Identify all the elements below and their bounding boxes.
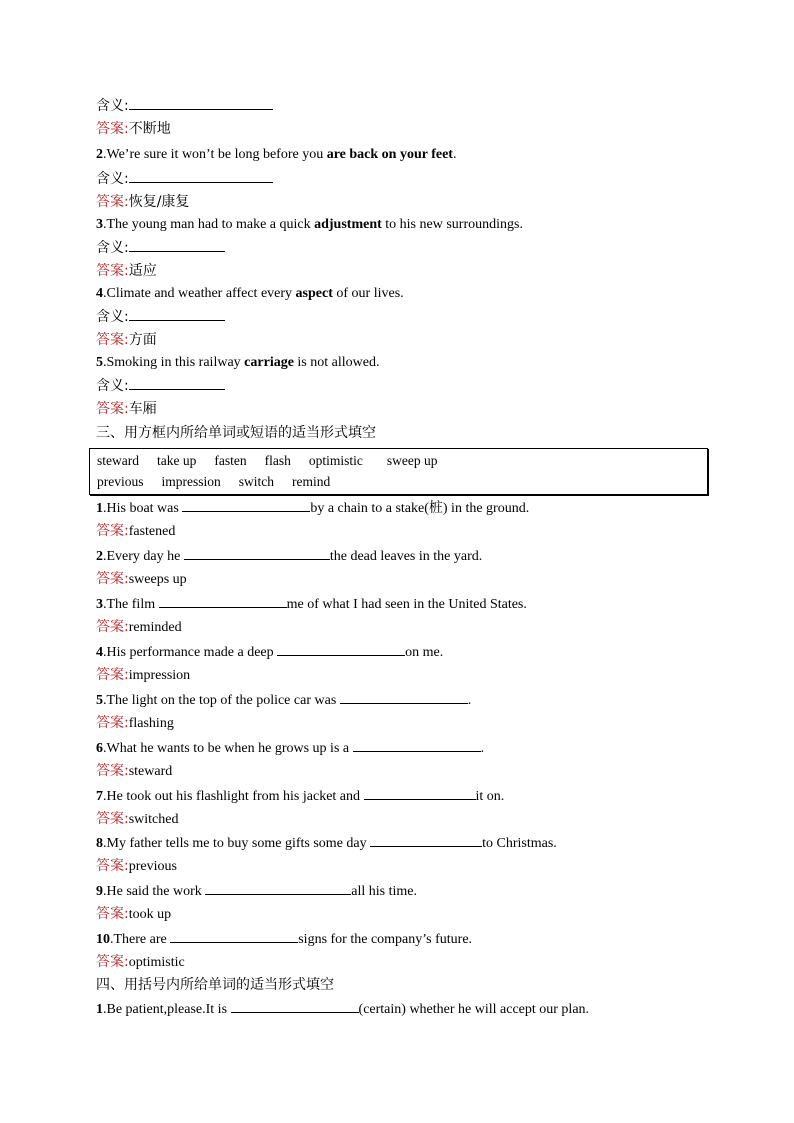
answer-line xyxy=(96,617,182,638)
meaning-line xyxy=(96,168,273,190)
question-number: 3 xyxy=(96,597,103,612)
question-number: 1 xyxy=(96,501,103,516)
section-3-question-7 xyxy=(96,785,504,807)
question-3 xyxy=(96,215,523,235)
answer-blank[interactable] xyxy=(205,880,351,895)
meaning-label: 含义: xyxy=(96,378,129,394)
keyword: aspect xyxy=(295,286,333,301)
answer-blank[interactable] xyxy=(277,641,405,656)
keyword: are back on your feet xyxy=(326,147,453,162)
question-text: me of what I had seen in the United States. xyxy=(286,597,527,612)
answer-line xyxy=(96,569,187,590)
answer-value: sweeps up xyxy=(128,572,187,587)
answer-label: 答案: xyxy=(96,954,129,970)
answer-value: steward xyxy=(128,764,173,779)
question-text: .Smoking in this railway xyxy=(103,355,245,370)
answer-label: 答案: xyxy=(96,263,129,279)
answer-value: impression xyxy=(128,668,191,683)
word-bank-item: switch xyxy=(238,474,274,489)
meaning-label: 含义: xyxy=(96,98,129,114)
answer-blank[interactable] xyxy=(159,593,287,608)
question-text: .The film xyxy=(103,597,159,612)
answer-line xyxy=(96,399,157,420)
answer-line xyxy=(96,261,157,282)
answer-label: 答案: xyxy=(96,906,129,922)
answer-blank[interactable] xyxy=(129,306,225,321)
word-bank-item: previous xyxy=(97,474,144,489)
question-text: it on. xyxy=(475,789,505,804)
answer-value: 不断地 xyxy=(128,121,171,137)
question-text: .The light on the top of the police car was xyxy=(103,693,340,708)
answer-line xyxy=(96,856,177,877)
question-text: .My father tells me to buy some gifts some day xyxy=(103,836,371,851)
answer-value: 恢复/康复 xyxy=(128,194,190,210)
meaning-label: 含义: xyxy=(96,309,129,325)
question-text: signs for the company’s future. xyxy=(298,932,473,947)
section-3-question-2 xyxy=(96,545,482,567)
question-number: 8 xyxy=(96,836,103,851)
answer-blank[interactable] xyxy=(184,545,330,560)
keyword: adjustment xyxy=(314,217,382,232)
question-text: .We’re sure it won’t be long before you xyxy=(103,147,327,162)
word-bank-item: optimistic xyxy=(308,453,363,468)
answer-value: 方面 xyxy=(128,332,157,348)
section-3-question-3 xyxy=(96,593,527,615)
question-number: 7 xyxy=(96,789,103,804)
word-bank-item: steward xyxy=(97,453,139,468)
question-text: .He said the work xyxy=(103,884,206,899)
answer-blank[interactable] xyxy=(370,832,482,847)
answer-label: 答案: xyxy=(96,763,129,779)
question-4 xyxy=(96,284,404,304)
answer-line xyxy=(96,952,185,973)
word-bank-item: sweep up xyxy=(386,453,438,468)
answer-line xyxy=(96,330,157,351)
question-number: 2 xyxy=(96,549,103,564)
answer-value: flashing xyxy=(128,716,174,731)
answer-label: 答案: xyxy=(96,858,129,874)
section-3-question-1 xyxy=(96,497,529,519)
word-bank-box xyxy=(89,448,708,495)
answer-line xyxy=(96,192,189,213)
answer-line xyxy=(96,809,178,830)
answer-line xyxy=(96,521,175,542)
word-bank-item: take up xyxy=(156,453,197,468)
word-bank-item: fasten xyxy=(214,453,247,468)
word-bank-item: remind xyxy=(292,474,331,489)
question-text: . xyxy=(480,741,485,756)
question-text: . xyxy=(467,693,472,708)
answer-label: 答案: xyxy=(96,811,129,827)
question-2 xyxy=(96,145,456,165)
question-number: 3 xyxy=(96,217,103,232)
answer-value: 车厢 xyxy=(128,401,157,417)
question-text: to his new surroundings. xyxy=(381,217,523,232)
meaning-line xyxy=(96,237,225,259)
section-3-question-5 xyxy=(96,689,471,711)
question-number: 2 xyxy=(96,147,103,162)
question-text: of our lives. xyxy=(332,286,404,301)
answer-blank[interactable] xyxy=(182,497,310,512)
answer-blank[interactable] xyxy=(340,689,468,704)
meaning-line xyxy=(96,375,225,397)
answer-label: 答案: xyxy=(96,194,129,210)
answer-blank[interactable] xyxy=(231,998,359,1013)
answer-blank[interactable] xyxy=(129,95,273,110)
answer-line xyxy=(96,713,174,734)
answer-blank[interactable] xyxy=(129,168,273,183)
answer-label: 答案: xyxy=(96,121,129,137)
question-text: .The young man had to make a quick xyxy=(103,217,315,232)
answer-blank[interactable] xyxy=(353,737,481,752)
question-number: 1 xyxy=(96,1002,103,1017)
answer-label: 答案: xyxy=(96,619,129,635)
answer-value: switched xyxy=(128,812,179,827)
answer-label: 答案: xyxy=(96,332,129,348)
answer-blank[interactable] xyxy=(170,928,298,943)
answer-value: 适应 xyxy=(128,263,157,279)
answer-value: previous xyxy=(128,859,177,874)
question-number: 4 xyxy=(96,645,103,660)
word-bank-item: flash xyxy=(264,453,291,468)
question-number: 5 xyxy=(96,355,103,370)
section-3-question-9 xyxy=(96,880,417,902)
meaning-label: 含义: xyxy=(96,171,129,187)
question-text: .He took out his flashlight from his jacket and xyxy=(103,789,364,804)
question-number: 5 xyxy=(96,693,103,708)
answer-label: 答案: xyxy=(96,401,129,417)
answer-value: took up xyxy=(128,907,172,922)
question-text: to Christmas. xyxy=(482,836,557,851)
question-number: 4 xyxy=(96,286,103,301)
section-4-heading: 四、用括号内所给单词的适当形式填空 xyxy=(96,977,334,993)
question-text: .What he wants to be when he grows up is a xyxy=(103,741,353,756)
question-text: .There are xyxy=(110,932,171,947)
answer-label: 答案: xyxy=(96,715,129,731)
question-text: all his time. xyxy=(351,884,417,899)
question-number: 9 xyxy=(96,884,103,899)
question-5 xyxy=(96,353,379,373)
answer-label: 答案: xyxy=(96,523,129,539)
question-number: 6 xyxy=(96,741,103,756)
question-text: . xyxy=(452,147,457,162)
section-4-question-1 xyxy=(96,998,589,1020)
answer-line xyxy=(96,904,171,925)
section-3-question-8 xyxy=(96,832,557,854)
question-text: on me. xyxy=(405,645,444,660)
meaning-label: 含义: xyxy=(96,240,129,256)
question-text: the dead leaves in the yard. xyxy=(329,549,483,564)
answer-blank[interactable] xyxy=(364,785,476,800)
answer-value: reminded xyxy=(128,620,182,635)
word-bank-row-1 xyxy=(97,451,455,471)
answer-value: fastened xyxy=(128,524,176,539)
question-text: .His performance made a deep xyxy=(103,645,278,660)
answer-blank[interactable] xyxy=(129,237,225,252)
answer-line xyxy=(96,119,171,140)
question-text: is not allowed. xyxy=(293,355,380,370)
answer-line xyxy=(96,665,190,686)
answer-value: optimistic xyxy=(128,955,185,970)
question-text: (certain) whether he will accept our plan. xyxy=(358,1002,590,1017)
keyword: carriage xyxy=(244,355,294,370)
answer-label: 答案: xyxy=(96,571,129,587)
question-text: .Be patient,please.It is xyxy=(103,1002,231,1017)
section-3-question-4 xyxy=(96,641,443,663)
word-bank-item: impression xyxy=(161,474,221,489)
question-text: .His boat was xyxy=(103,501,183,516)
question-text: .Every day he xyxy=(103,549,184,564)
meaning-line xyxy=(96,95,273,117)
section-3-heading: 三、用方框内所给单词或短语的适当形式填空 xyxy=(96,425,376,441)
answer-line xyxy=(96,761,172,782)
question-number: 10 xyxy=(96,932,110,947)
section-3-question-10 xyxy=(96,928,472,950)
answer-blank[interactable] xyxy=(129,375,225,390)
word-bank-row-2 xyxy=(97,472,348,492)
section-3-question-6 xyxy=(96,737,484,759)
meaning-line xyxy=(96,306,225,328)
answer-label: 答案: xyxy=(96,667,129,683)
question-text: by a chain to a stake(桩) in the ground. xyxy=(310,501,530,516)
question-text: .Climate and weather affect every xyxy=(103,286,296,301)
